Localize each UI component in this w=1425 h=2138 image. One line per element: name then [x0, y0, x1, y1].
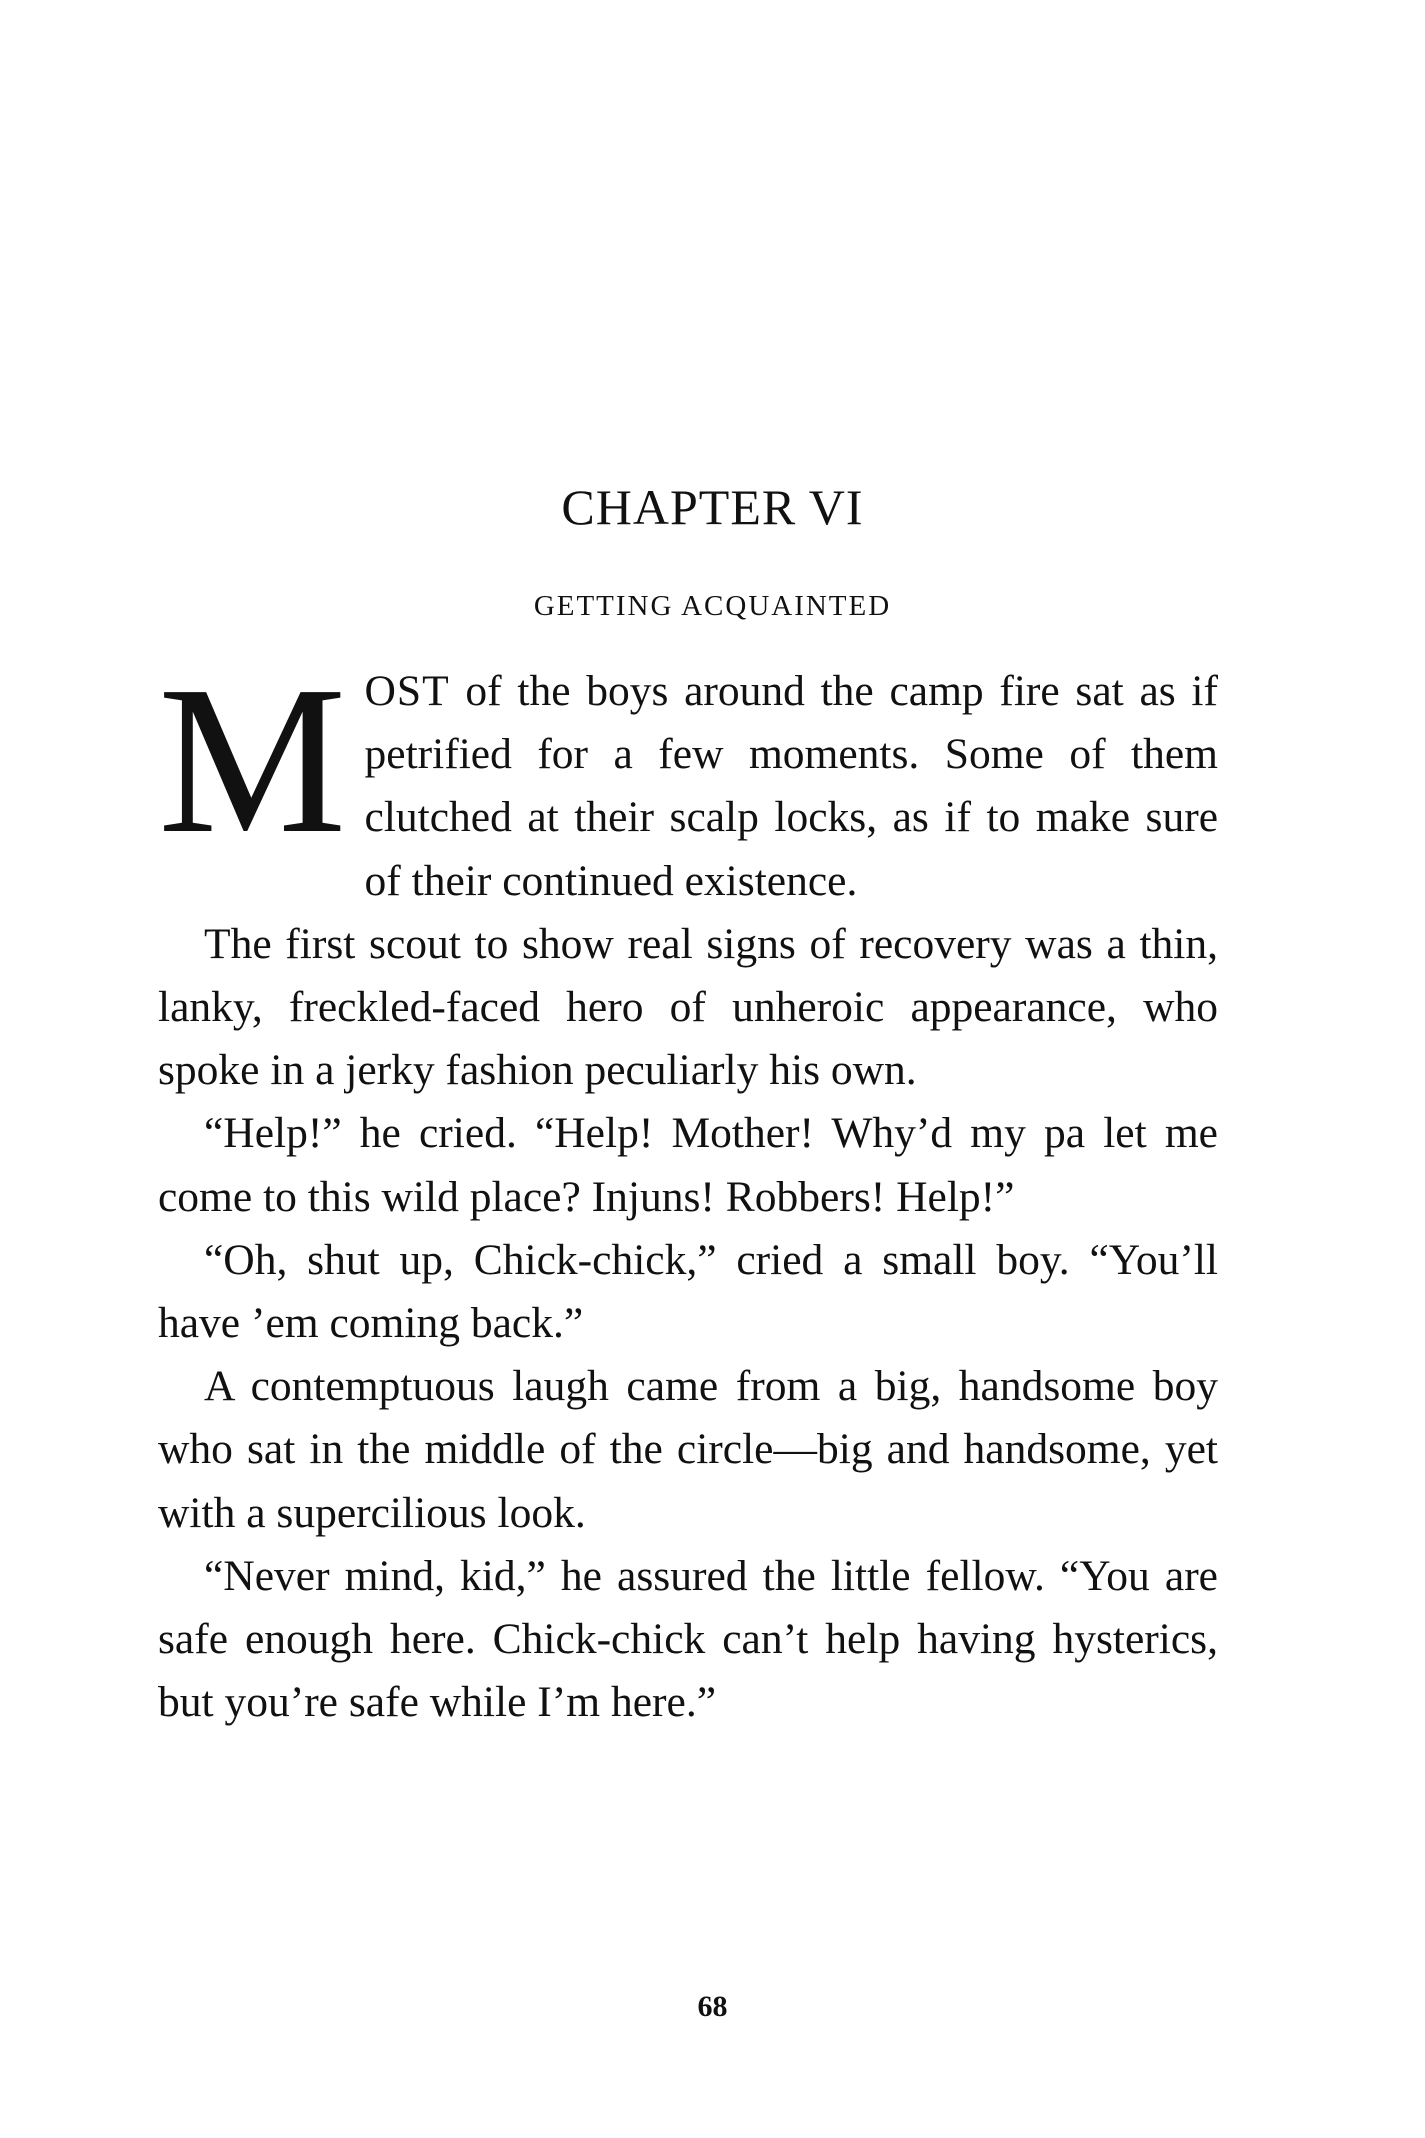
paragraph-3: “Help!” he cried. “Help! Mother! Why’d my pa let me come to this wild place? Injuns! Robbers! Help!” — [158, 1109, 1218, 1221]
page-number: 68 — [697, 1990, 728, 2023]
chapter-body — [158, 642, 1218, 1734]
opening-caps: OST — [364, 667, 450, 715]
paragraph-4: “Oh, shut up, Chick-chick,” cried a small boy. “You’ll have ’em coming back.” — [158, 1235, 1218, 1348]
paragraph-5: A contemptuous laugh came from a big, handsome boy who sat in the middle of the circle—big and handsome, yet with a supercilious look. — [158, 1362, 1218, 1537]
paragraph-6: “Never mind, kid,” he assured the little fellow. “You are safe enough here. Chick-chick can’t help having hysterics, but you’re safe while I’m here.” — [158, 1551, 1218, 1727]
paragraph-2: The first scout to show real signs of recovery was a thin, lanky, freckled-faced hero of unheroic appearance, who spoke in a jerky fashion peculiarly his own. — [158, 919, 1218, 1095]
paragraph-1 — [158, 642, 1218, 913]
chapter-heading: CHAPTER VI — [561, 479, 864, 535]
paragraph-1-text: of the boys around the camp fire sat as if petrified for a few moments. Some of them clutched at their scalp locks, as if to make sure of their continued existence. — [364, 667, 1218, 905]
drop-cap: M — [158, 642, 347, 877]
chapter-subtitle: GETTING ACQUAINTED — [533, 590, 892, 622]
